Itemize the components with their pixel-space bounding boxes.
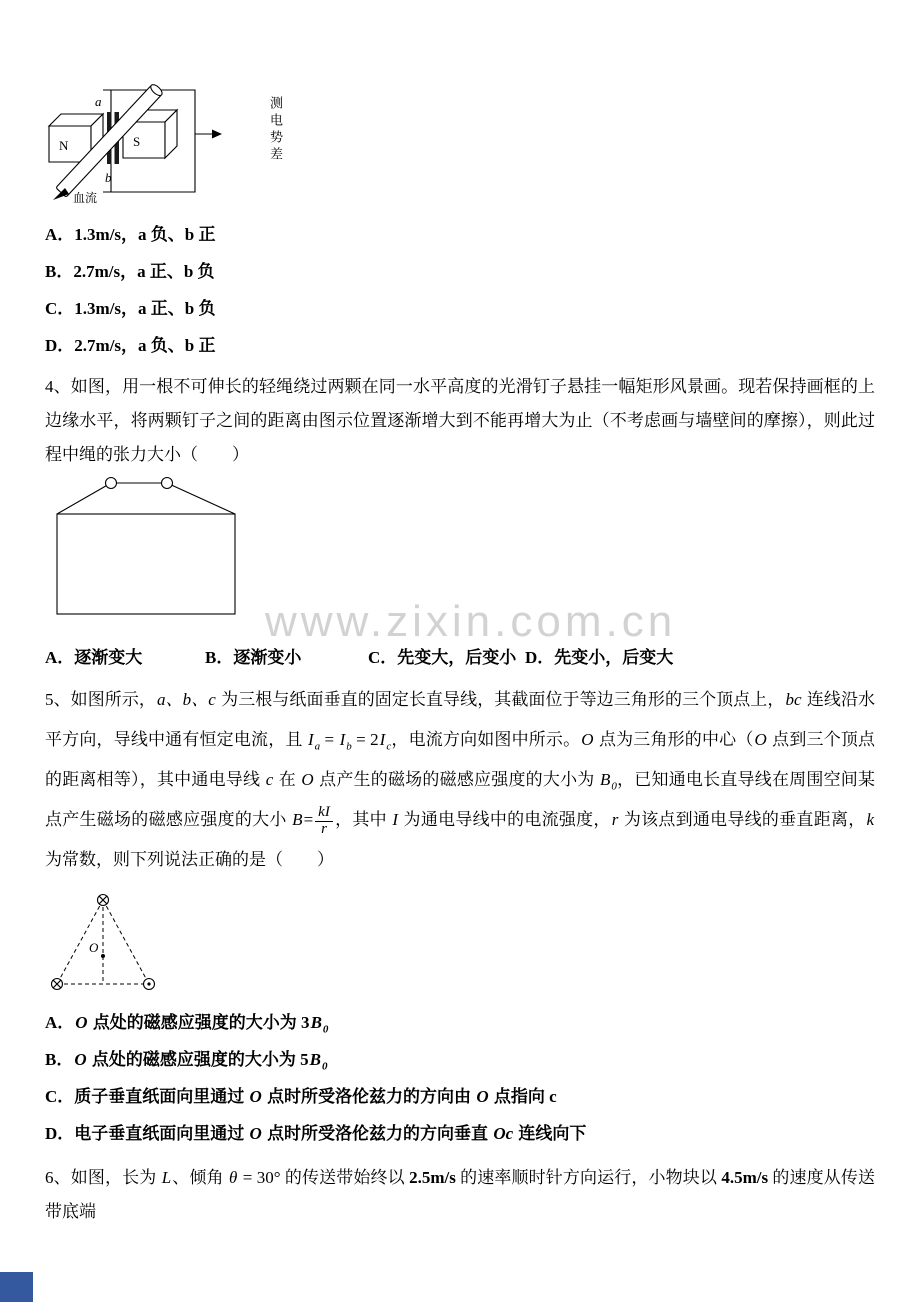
picture-frame-diagram [51, 472, 241, 622]
triangle-edges [57, 900, 149, 984]
peg-left [106, 478, 117, 489]
electrode-a-label: a [95, 94, 102, 109]
wire-b-into-page-icon [52, 979, 63, 990]
q5-option-b: B．O 点处的磁感应强度的大小为 $5B_0$ [45, 1050, 328, 1073]
q5-text: 5、如图所示，a、b、c 为三根与纸面垂直的固定长直导线，其截面位于等边三角形的三个顶点上，bc 连线沿水平方向，导线中通有恒定电流，且 $I_a = I_b = 2I_c$，电流方向如图中所示。O 点为三角形的中心（O 点到三个顶点的距离相等），其中通电导线 c 在 O 点产生的磁场的磁感应强度的大小为 $B_0$，已知通电长直导线在周围空间某点产生磁场的磁感应强度的大小 B= $\frac{kI}{r}$ ，其中 I 为通电导线中的电流强度，r 为该点到通电导线的垂直距离，k 为常数，则下列说法正确的是（ ） [45, 690, 876, 869]
q3-option-c: C．1.3m/s，a 正、b 负 [45, 299, 216, 318]
rope-left [57, 483, 111, 514]
rope-right [167, 483, 235, 514]
q4-option-a: A．逐渐变大 [45, 648, 143, 667]
electrode-b-label: b [105, 170, 112, 185]
q4-option-b: B．逐渐变小 [205, 648, 302, 667]
blood-flow-label: 血流 [73, 191, 98, 204]
q5-option-a: A．O 点处的磁感应强度的大小为 $3B_0$ [45, 1013, 329, 1036]
picture-frame-svg [51, 472, 241, 622]
picture-frame [57, 514, 235, 614]
center-o-label: O [89, 940, 99, 955]
wires-triangle-svg [45, 886, 175, 998]
q6-text: 6、如图，长为 L、倾角 θ = 30° 的传送带始终以 2.5m/s 的速率顺时针方向运行，小物块以 4.5m/s 的速度从传送带底端 [45, 1168, 876, 1221]
q3-options [45, 222, 875, 359]
q4-option-d: D．先变小，后变大 [525, 648, 674, 667]
pole-n-label: N [59, 138, 69, 153]
wire-c-out-of-page-icon [144, 979, 155, 990]
q5-options [45, 1010, 875, 1147]
q4-options [45, 646, 875, 670]
page-corner-graphic [0, 1272, 33, 1302]
meter-arrow-head [212, 130, 222, 139]
wires-triangle-diagram [45, 886, 175, 998]
q3-option-a: A．1.3m/s，a 负、b 正 [45, 225, 216, 244]
wire-a-into-page-icon [98, 895, 109, 906]
q4-option-c: C．先变大，后变小 [368, 648, 517, 667]
blood-flowmeter-diagram [45, 82, 285, 204]
q3-option-b: B．2.7m/s，a 正、b 负 [45, 262, 215, 281]
q4-text: 4、如图，用一根不可伸长的轻绳绕过两颗在同一水平高度的光滑钉子悬挂一幅矩形风景画。现若保持画框的上边缘水平，将两颗钉子之间的距离由图示位置逐渐增大到不能再增大为止（不考虑画与墙壁间的摩擦），则此过程中绳的张力大小（ ） [45, 377, 875, 464]
pole-s-label: S [133, 134, 141, 149]
q3-option-d: D．2.7m/s，a 负、b 正 [45, 336, 216, 355]
q5-option-d: D．电子垂直纸面向里通过 O 点时所受洛伦兹力的方向垂直 Oc 连线向下 [45, 1124, 587, 1143]
watermark: www.zixin.com.cn [265, 597, 677, 646]
meter-label: 测电势差 [268, 96, 283, 164]
center-point [101, 954, 105, 958]
q5-option-c: C．质子垂直纸面向里通过 O 点时所受洛伦兹力的方向由 O 点指向 c [45, 1087, 557, 1106]
field-formula-fraction: $\frac{kI}{r}$ [313, 805, 335, 838]
peg-right [162, 478, 173, 489]
blood-flowmeter-svg [45, 82, 285, 204]
